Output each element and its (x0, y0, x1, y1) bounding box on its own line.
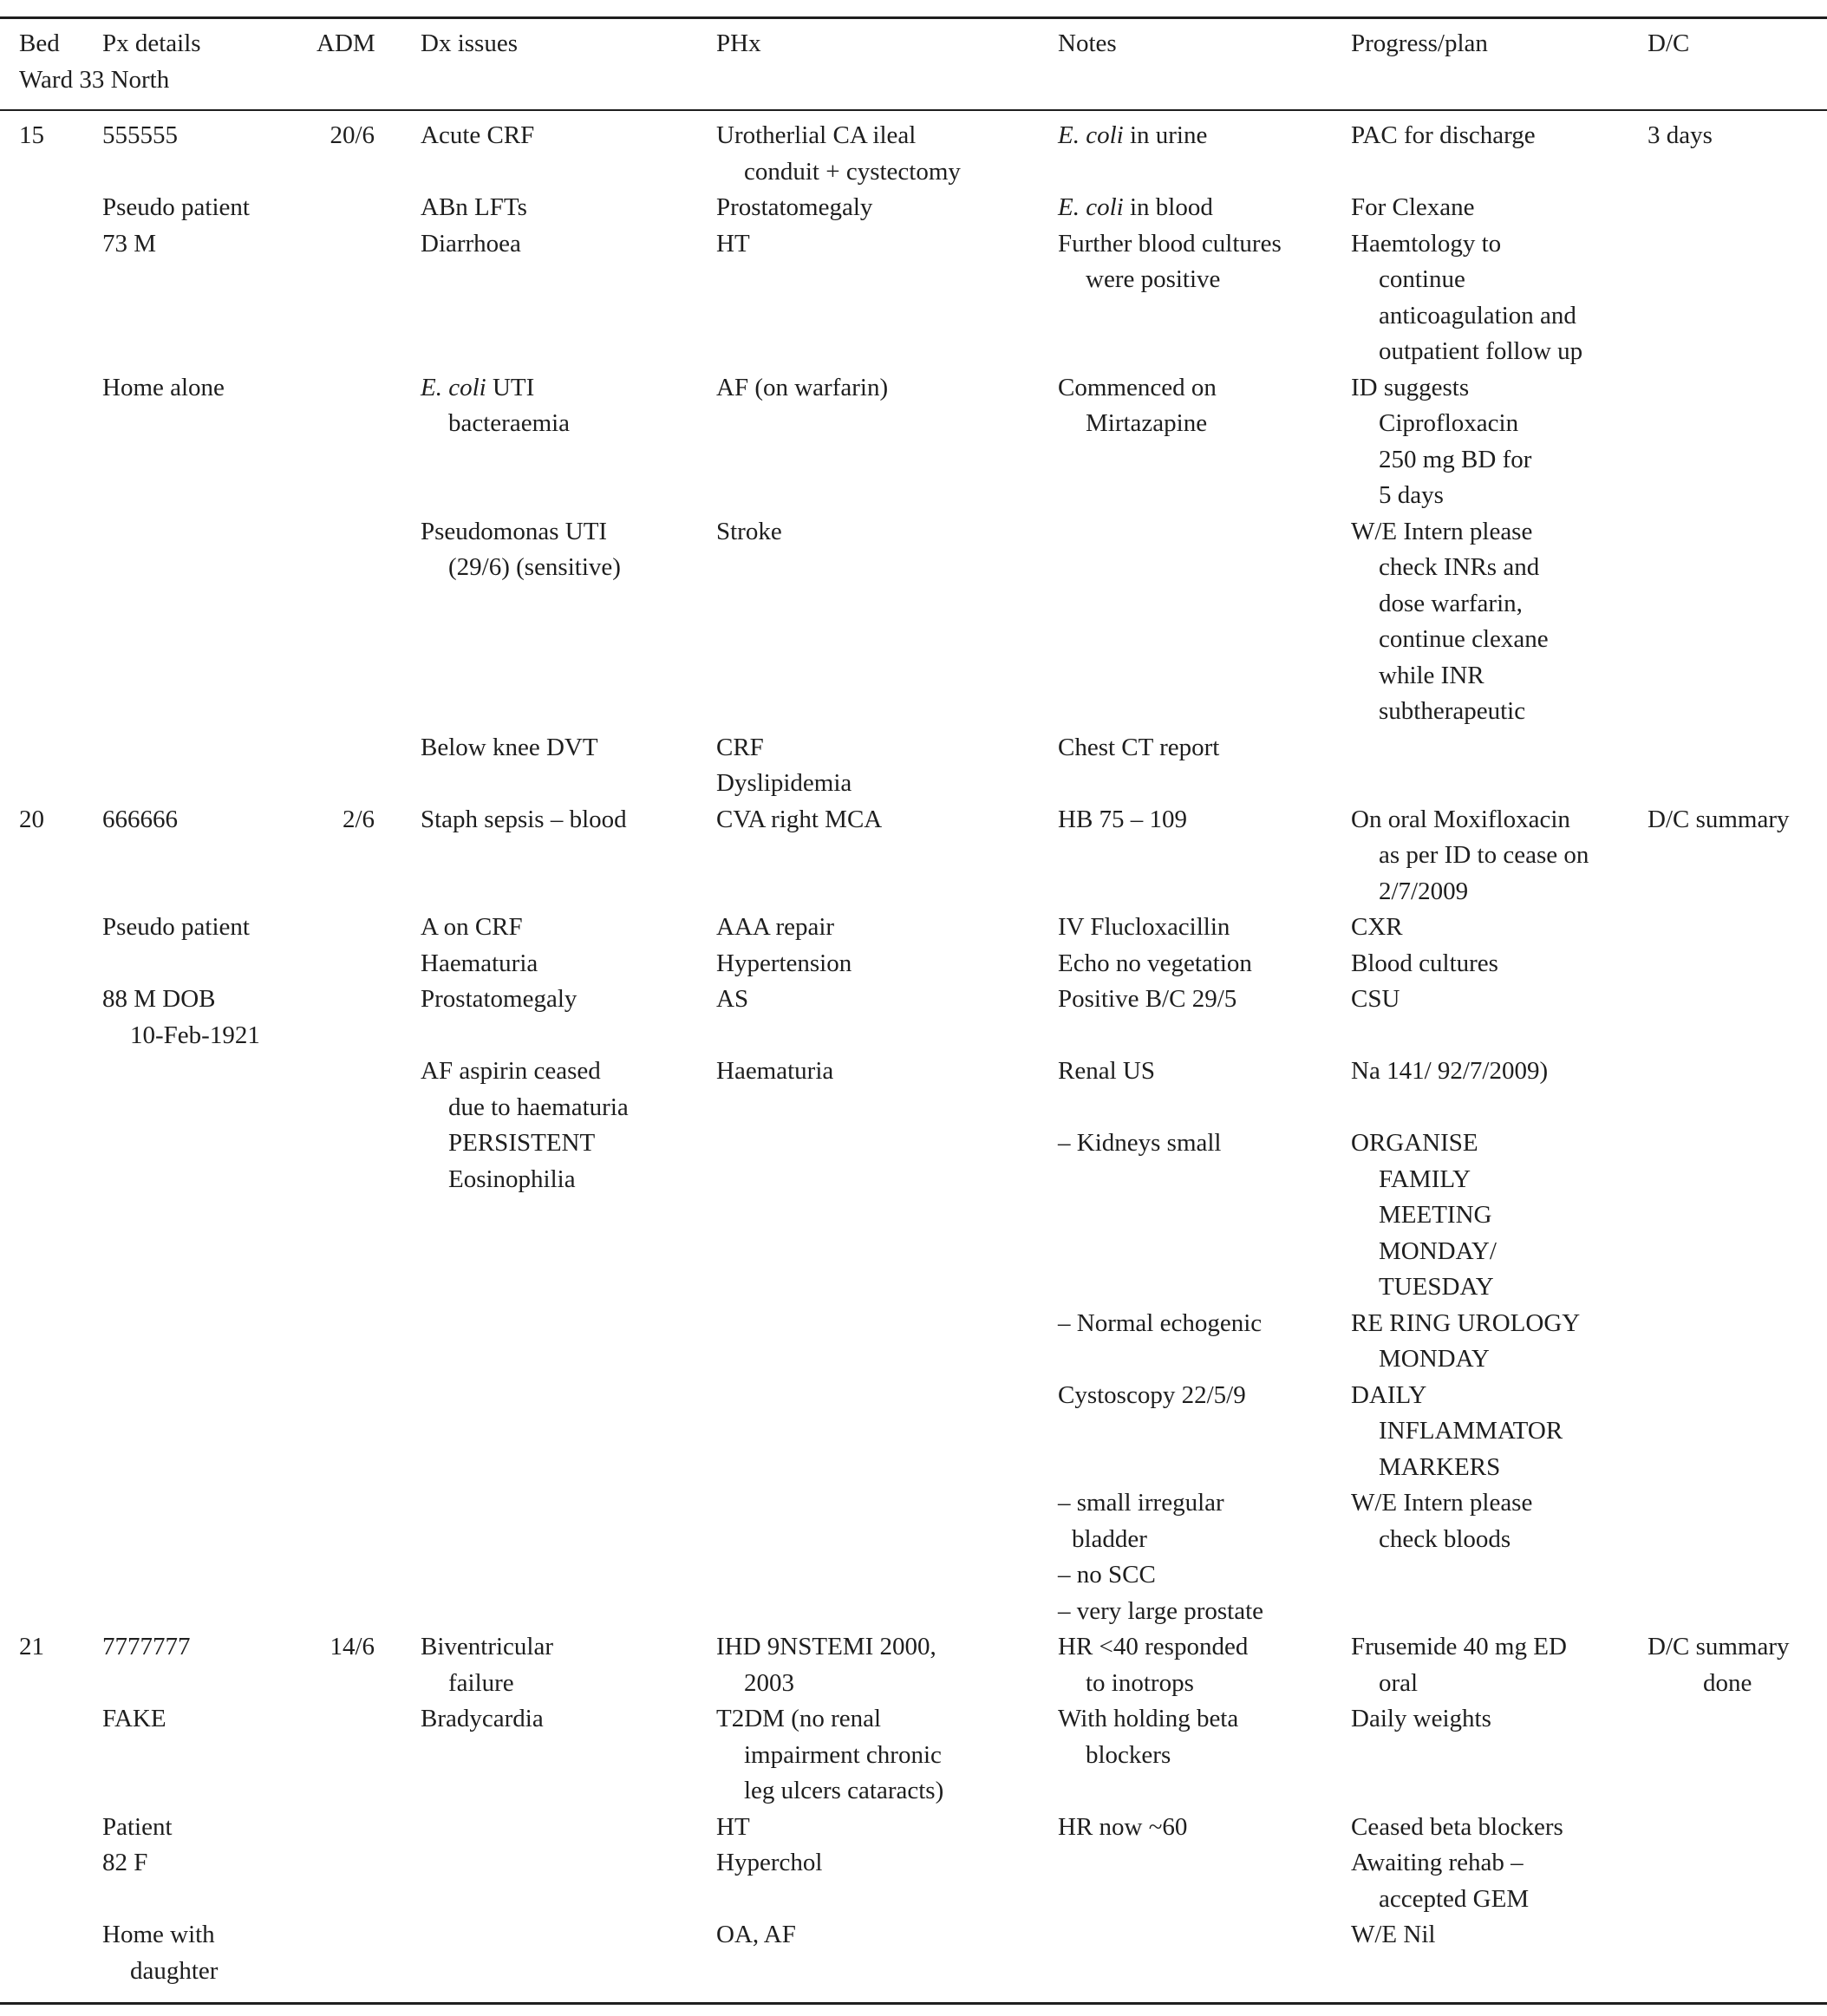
cell-progress-plan (1351, 1701, 1491, 1738)
italic-organism: E. coli (1058, 193, 1124, 221)
cell-dc (1648, 118, 1713, 154)
cell-line: 2/6 (342, 805, 375, 833)
cell-notes (1058, 1810, 1187, 1846)
cell-line: Blood cultures (1351, 949, 1498, 977)
cell-line: IV Flucloxacillin (1058, 913, 1230, 941)
cell-line: Acute CRF (421, 121, 535, 149)
cell-notes (1058, 1701, 1238, 1773)
cell-dx-issues (421, 1701, 544, 1738)
cell-line: Echo no vegetation (1058, 949, 1252, 977)
cell-line: Prostatomegaly (421, 985, 577, 1013)
cell-line: HT (716, 1812, 750, 1841)
header-dc: D/C (1648, 29, 1690, 57)
cell-line: HR <40 responded (1058, 1633, 1249, 1660)
cell-line: AF aspirin ceased (421, 1057, 601, 1085)
cell-line: accepted GEM (1379, 1884, 1530, 1913)
cell-line: TUESDAY (1379, 1273, 1494, 1301)
cell-line: check INRs and (1379, 553, 1540, 581)
cell-px-details (102, 1810, 173, 1846)
cell-phx (716, 190, 872, 226)
cell-line: were positive (1086, 265, 1221, 293)
cell-notes (1058, 982, 1236, 1018)
cell-line: Further blood cultures (1058, 229, 1282, 258)
cell-phx (716, 982, 748, 1018)
cell-phx (716, 802, 882, 838)
cell-line: MONDAY/ (1379, 1236, 1497, 1265)
cell-line: Haematuria (421, 949, 538, 977)
cell-progress-plan (1351, 1054, 1548, 1090)
table-top-rule (0, 16, 1827, 19)
cell-bed (19, 1629, 44, 1666)
cell-dx-issues (421, 982, 577, 1018)
cell-progress-plan (1351, 226, 1582, 370)
cell-adm (330, 118, 375, 154)
cell-line: Below knee DVT (421, 733, 598, 761)
cell-phx (716, 514, 782, 551)
cell-line: – very large prostate (1058, 1596, 1264, 1625)
cell-line: MEETING (1379, 1201, 1492, 1229)
cell-line: Dyslipidemia (716, 769, 852, 797)
cell-line: continue clexane (1379, 625, 1549, 653)
cell-line: IHD 9NSTEMI 2000, (716, 1633, 936, 1660)
cell-line: 14/6 (330, 1633, 375, 1660)
cell-line: continue (1379, 265, 1465, 293)
header-dx-issues: Dx issues (421, 29, 518, 57)
cell-phx (716, 370, 888, 407)
cell-progress-plan (1351, 1485, 1532, 1557)
cell-progress-plan (1351, 1306, 1580, 1378)
cell-line: DAILY (1351, 1380, 1427, 1409)
cell-line: ORGANISE (1351, 1129, 1478, 1157)
cell-line: Na 141/ 92/7/2009) (1351, 1057, 1549, 1085)
cell-line: 21 (19, 1633, 44, 1660)
cell-dx-issues (421, 118, 534, 154)
cell-line: OA, AF (716, 1921, 796, 1948)
cell-line: T2DM (no renal (716, 1705, 882, 1732)
header-bed: Bed (19, 29, 60, 57)
cell-line: 3 days (1648, 121, 1713, 149)
cell-px-details (102, 1701, 166, 1738)
cell-phx (716, 910, 834, 946)
cell-phx (716, 1701, 943, 1810)
cell-line: HB 75 – 109 (1058, 805, 1188, 833)
cell-notes (1058, 226, 1282, 298)
cell-line: E. coli UTI (421, 373, 535, 401)
header-px-details: Px details (102, 29, 201, 57)
cell-notes (1058, 802, 1187, 838)
cell-progress-plan (1351, 190, 1475, 226)
cell-line: Home with (102, 1921, 215, 1948)
cell-line: Hypertension (716, 949, 852, 977)
cell-adm (330, 1629, 375, 1666)
cell-progress-plan (1351, 946, 1498, 982)
cell-progress-plan (1351, 1378, 1563, 1486)
cell-px-details (102, 910, 250, 946)
cell-line: Chest CT report (1058, 733, 1220, 761)
cell-notes (1058, 190, 1213, 226)
cell-dx-issues (421, 190, 527, 226)
cell-line: blockers (1086, 1740, 1171, 1769)
cell-phx (716, 730, 764, 767)
cell-line: – Kidneys small (1058, 1129, 1222, 1157)
cell-line: 7777777 (102, 1633, 191, 1660)
table-header-rule (0, 109, 1827, 111)
cell-line: 555555 (102, 121, 178, 149)
cell-px-details (102, 226, 156, 263)
cell-line: CXR (1351, 913, 1403, 941)
cell-line: Biventricular (421, 1633, 554, 1660)
cell-line: 10-Feb-1921 (130, 1021, 260, 1049)
cell-line: leg ulcers cataracts) (744, 1777, 944, 1804)
header-adm: ADM (316, 29, 375, 57)
cell-progress-plan (1351, 802, 1589, 910)
cell-line: Urotherlial CA ileal (716, 121, 917, 149)
cell-line: On oral Moxifloxacin (1351, 805, 1570, 833)
cell-notes (1058, 370, 1217, 442)
cell-notes (1058, 1125, 1222, 1162)
cell-dc (1648, 1629, 1790, 1701)
cell-line: E. coli in urine (1058, 121, 1208, 149)
cell-phx (716, 946, 852, 982)
cell-notes (1058, 1594, 1263, 1630)
cell-line: E. coli in blood (1058, 193, 1213, 221)
cell-px-details (102, 1845, 147, 1882)
cell-line: Diarrhoea (421, 229, 521, 258)
cell-line: MONDAY (1379, 1345, 1490, 1373)
cell-dc (1648, 802, 1790, 838)
cell-notes (1058, 1629, 1248, 1701)
cell-px-details (102, 802, 178, 838)
header-progress-plan: Progress/plan (1351, 29, 1488, 57)
italic-organism: E. coli (421, 373, 486, 401)
cell-dx-issues (421, 514, 621, 586)
cell-px-details (102, 1629, 191, 1666)
cell-line: W/E Intern please (1351, 517, 1533, 545)
cell-line: HR now ~60 (1058, 1812, 1188, 1841)
cell-progress-plan (1351, 1917, 1435, 1954)
cell-line: W/E Intern please (1351, 1489, 1533, 1517)
cell-line: ABn LFTs (421, 193, 527, 221)
cell-notes (1058, 730, 1219, 767)
cell-dx-issues (421, 946, 538, 982)
cell-line: 82 F (102, 1849, 148, 1876)
cell-line: FAKE (102, 1705, 166, 1732)
cell-line: Pseudo patient (102, 913, 250, 941)
cell-notes (1058, 118, 1207, 154)
cell-dx-issues (421, 802, 627, 838)
cell-notes (1058, 946, 1252, 982)
cell-px-details (102, 370, 225, 407)
cell-line: Commenced on (1058, 373, 1217, 401)
cell-line: 2/7/2009 (1379, 877, 1469, 905)
cell-line: Ceased beta blockers (1351, 1812, 1563, 1841)
cell-progress-plan (1351, 514, 1549, 730)
cell-progress-plan (1351, 1629, 1567, 1701)
cell-progress-plan (1351, 910, 1403, 946)
cell-line: CSU (1351, 985, 1400, 1013)
cell-phx (716, 1810, 750, 1846)
cell-line: conduit + cystectomy (744, 157, 961, 186)
italic-organism: E. coli (1058, 121, 1124, 149)
cell-line: dose warfarin, (1379, 589, 1523, 617)
cell-notes (1058, 1557, 1156, 1594)
cell-line: 15 (19, 121, 44, 149)
cell-line: W/E Nil (1351, 1921, 1436, 1948)
cell-line: 20/6 (330, 121, 375, 149)
cell-phx (716, 1917, 796, 1954)
header-phx: PHx (716, 29, 761, 57)
cell-line: A on CRF (421, 913, 523, 941)
cell-line: 250 mg BD for (1379, 445, 1532, 473)
cell-line: AS (716, 985, 749, 1013)
cell-line: AF (on warfarin) (716, 373, 889, 401)
cell-phx (716, 118, 961, 190)
cell-line: Frusemide 40 mg ED (1351, 1633, 1567, 1660)
cell-notes (1058, 1485, 1224, 1557)
cell-progress-plan (1351, 370, 1531, 514)
cell-line: ID suggests (1351, 373, 1470, 401)
cell-line: Mirtazapine (1086, 409, 1208, 437)
cell-line: due to haematuria (448, 1093, 629, 1121)
cell-notes (1058, 1054, 1155, 1090)
cell-phx (716, 1845, 822, 1882)
cell-line: RE RING UROLOGY (1351, 1308, 1581, 1337)
cell-line: Daily weights (1351, 1705, 1491, 1732)
cell-line: CRF (716, 733, 764, 761)
cell-line: (29/6) (sensitive) (448, 553, 621, 581)
cell-line: Ciprofloxacin (1379, 409, 1519, 437)
cell-line: With holding beta (1058, 1705, 1239, 1732)
cell-px-details (102, 1917, 218, 1989)
cell-line: CVA right MCA (716, 805, 883, 833)
header-ward: Ward 33 North (19, 65, 170, 94)
cell-adm (343, 802, 375, 838)
cell-notes (1058, 910, 1230, 946)
cell-line: bacteraemia (448, 409, 571, 437)
cell-line: 5 days (1379, 481, 1444, 509)
cell-bed (19, 118, 44, 154)
cell-phx (716, 766, 852, 802)
cell-line: 73 M (102, 229, 157, 258)
cell-dx-issues (421, 226, 521, 263)
cell-line: Awaiting rehab – (1351, 1849, 1524, 1876)
cell-dx-issues (421, 910, 523, 946)
cell-px-details (102, 190, 250, 226)
cell-line: For Clexane (1351, 193, 1475, 221)
cell-line: Eosinophilia (448, 1165, 576, 1193)
cell-line: anticoagulation and (1379, 301, 1576, 329)
cell-line: Stroke (716, 517, 782, 545)
cell-line: daughter (130, 1956, 219, 1985)
cell-line: INFLAMMATOR (1379, 1417, 1563, 1445)
cell-line: while INR (1379, 661, 1484, 689)
cell-line: Haemtology to (1351, 229, 1502, 258)
cell-line: MARKERS (1379, 1452, 1501, 1481)
cell-line: FAMILY (1379, 1165, 1471, 1193)
cell-line: done (1703, 1668, 1752, 1697)
cell-line: 666666 (102, 805, 178, 833)
cell-notes (1058, 1306, 1262, 1342)
cell-line: Positive B/C 29/5 (1058, 985, 1237, 1013)
cell-line: Cystoscopy 22/5/9 (1058, 1380, 1246, 1409)
cell-notes (1058, 1378, 1246, 1414)
cell-line: – small irregular (1058, 1489, 1224, 1517)
cell-dx-issues (421, 730, 598, 767)
cell-progress-plan (1351, 1845, 1529, 1917)
cell-line: Prostatomegaly (716, 193, 873, 221)
cell-line: Hyperchol (716, 1849, 823, 1876)
cell-progress-plan (1351, 1125, 1497, 1306)
cell-line: PERSISTENT (448, 1129, 596, 1157)
cell-phx (716, 1054, 833, 1090)
cell-line: D/C summary (1648, 1633, 1790, 1660)
cell-line: Bradycardia (421, 1705, 544, 1732)
cell-line: subtherapeutic (1379, 697, 1526, 725)
cell-line: impairment chronic (744, 1740, 942, 1769)
cell-line: to inotrops (1086, 1668, 1194, 1697)
cell-line: – Normal echogenic (1058, 1308, 1263, 1337)
cell-line: – no SCC (1058, 1561, 1156, 1589)
cell-line: D/C summary (1648, 805, 1790, 833)
cell-progress-plan (1351, 982, 1400, 1018)
cell-bed (19, 802, 44, 838)
cell-line: 2003 (744, 1668, 794, 1697)
cell-dx-issues (421, 1629, 553, 1701)
cell-line: PAC for discharge (1351, 121, 1536, 149)
cell-line: Home alone (102, 373, 225, 401)
table-bottom-rule (0, 2002, 1827, 2005)
cell-line: AAA repair (716, 913, 835, 941)
cell-line: as per ID to cease on (1379, 841, 1589, 869)
cell-px-details (102, 118, 178, 154)
cell-phx (716, 226, 750, 263)
cell-line: bladder (1072, 1524, 1147, 1553)
cell-line: 88 M DOB (102, 985, 216, 1013)
cell-line: Renal US (1058, 1057, 1155, 1085)
cell-line: Pseudomonas UTI (421, 517, 608, 545)
header-notes: Notes (1058, 29, 1117, 57)
cell-line: failure (448, 1668, 514, 1697)
cell-progress-plan (1351, 1810, 1563, 1846)
cell-px-details (102, 982, 260, 1054)
cell-dx-issues (421, 370, 570, 442)
cell-line: 20 (19, 805, 44, 833)
cell-line: oral (1379, 1668, 1419, 1697)
cell-line: Staph sepsis – blood (421, 805, 627, 833)
cell-line: HT (716, 229, 750, 258)
cell-line: check bloods (1379, 1524, 1511, 1553)
cell-progress-plan (1351, 118, 1536, 154)
cell-line: Haematuria (716, 1057, 834, 1085)
cell-line: Pseudo patient (102, 193, 250, 221)
cell-phx (716, 1629, 936, 1701)
cell-line: outpatient follow up (1379, 337, 1583, 365)
cell-dx-issues (421, 1054, 629, 1197)
cell-line: Patient (102, 1812, 173, 1841)
